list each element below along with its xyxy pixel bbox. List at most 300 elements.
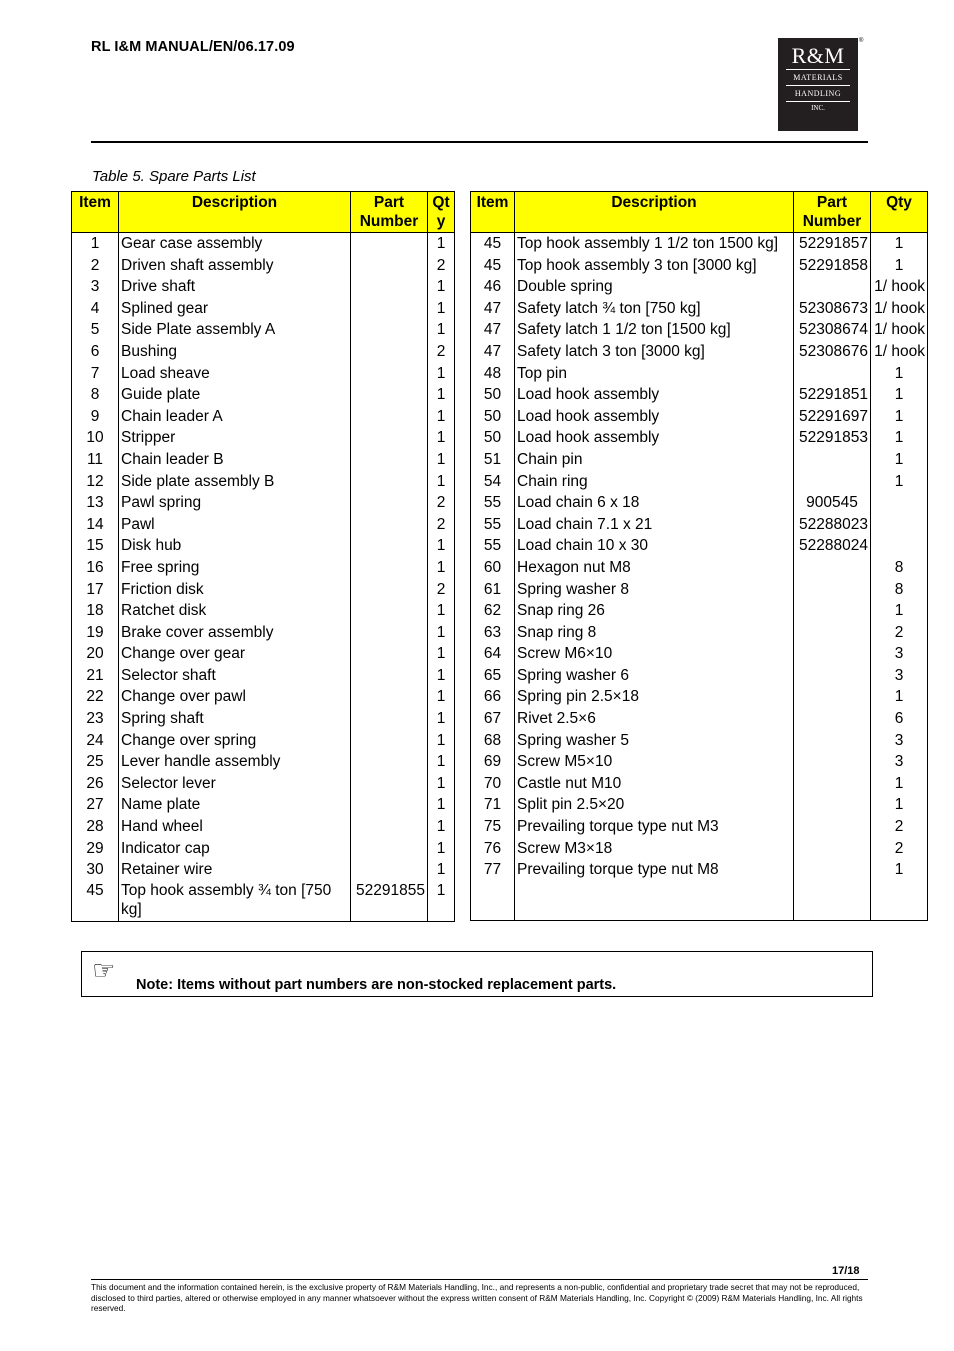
table-row xyxy=(471,363,928,385)
cell-description: Screw M5×10 xyxy=(515,751,794,773)
cell-part-number: 52288023 xyxy=(794,514,871,536)
table-row xyxy=(72,859,455,881)
logo-rule xyxy=(786,85,850,86)
cell-part-number: 52308674 xyxy=(794,319,871,341)
column-header-part-number: Part Number xyxy=(794,192,871,233)
cell-part-number xyxy=(351,600,428,622)
cell-description: Chain leader A xyxy=(119,406,351,428)
cell-description: Splined gear xyxy=(119,298,351,320)
cell-item: 69 xyxy=(471,751,515,773)
cell-qty: 1 xyxy=(428,643,455,665)
table-row xyxy=(72,514,455,536)
cell-item: 19 xyxy=(72,622,119,644)
cell-part-number xyxy=(794,859,871,881)
table-row xyxy=(72,298,455,320)
cell-part-number xyxy=(351,492,428,514)
cell-item: 10 xyxy=(72,427,119,449)
cell-description: Hand wheel xyxy=(119,816,351,838)
cell-part-number xyxy=(351,557,428,579)
cell-part-number xyxy=(794,557,871,579)
cell-qty: 1 xyxy=(871,406,928,428)
cell-item: 46 xyxy=(471,276,515,298)
filler-cell xyxy=(471,881,515,921)
cell-description: Safety latch 1 1/2 ton [1500 kg] xyxy=(515,319,794,341)
cell-qty: 1 xyxy=(428,708,455,730)
cell-item: 23 xyxy=(72,708,119,730)
cell-part-number: 52288024 xyxy=(794,535,871,557)
table-row xyxy=(471,557,928,579)
cell-description: Guide plate xyxy=(119,384,351,406)
cell-qty: 1 xyxy=(428,773,455,795)
table-row xyxy=(471,579,928,601)
table-row xyxy=(72,427,455,449)
cell-qty: 2 xyxy=(428,579,455,601)
cell-item: 8 xyxy=(72,384,119,406)
cell-qty: 1 xyxy=(871,363,928,385)
cell-part-number: 52308673 xyxy=(794,298,871,320)
cell-part-number xyxy=(351,319,428,341)
table-row xyxy=(72,276,455,298)
table-body xyxy=(72,233,455,922)
cell-description: Top hook assembly 1 1/2 ton 1500 kg] xyxy=(515,233,794,255)
table-row xyxy=(471,816,928,838)
cell-item: 45 xyxy=(72,881,119,922)
table-row xyxy=(72,816,455,838)
cell-qty: 1 xyxy=(428,686,455,708)
table-body xyxy=(471,233,928,921)
cell-part-number xyxy=(351,298,428,320)
table-row xyxy=(471,535,928,557)
registered-mark: ® xyxy=(859,38,864,44)
cell-qty: 1 xyxy=(428,794,455,816)
cell-qty: 2 xyxy=(871,838,928,860)
cell-part-number xyxy=(351,514,428,536)
cell-item: 47 xyxy=(471,341,515,363)
cell-item: 75 xyxy=(471,816,515,838)
cell-item: 48 xyxy=(471,363,515,385)
table-row xyxy=(471,276,928,298)
cell-item: 51 xyxy=(471,449,515,471)
cell-description: Retainer wire xyxy=(119,859,351,881)
column-header-item: Item xyxy=(72,192,119,233)
cell-item: 22 xyxy=(72,686,119,708)
cell-qty: 1 xyxy=(428,319,455,341)
filler-cell xyxy=(794,881,871,921)
cell-item: 67 xyxy=(471,708,515,730)
cell-qty: 3 xyxy=(871,751,928,773)
note-text: Note: Items without part numbers are non-stocked replacement parts. xyxy=(136,977,617,993)
cell-part-number xyxy=(351,859,428,881)
cell-qty: 1 xyxy=(428,471,455,493)
table-row xyxy=(72,838,455,860)
cell-description: Ratchet disk xyxy=(119,600,351,622)
cell-part-number: 52291857 xyxy=(794,233,871,255)
footer-divider xyxy=(91,1279,868,1280)
cell-description: Safety latch ¾ ton [750 kg] xyxy=(515,298,794,320)
cell-item: 45 xyxy=(471,255,515,277)
table-row xyxy=(72,708,455,730)
cell-qty: 2 xyxy=(428,255,455,277)
table-row xyxy=(471,406,928,428)
column-header-item: Item xyxy=(471,192,515,233)
table-header-row xyxy=(72,192,455,233)
table-row xyxy=(471,859,928,881)
cell-item: 9 xyxy=(72,406,119,428)
table-row xyxy=(72,449,455,471)
logo-text-rm: R&M xyxy=(791,43,845,68)
cell-description: Free spring xyxy=(119,557,351,579)
cell-description: Castle nut M10 xyxy=(515,773,794,795)
cell-qty: 1/ hook xyxy=(871,276,928,298)
cell-description: Stripper xyxy=(119,427,351,449)
cell-item: 4 xyxy=(72,298,119,320)
cell-part-number xyxy=(351,686,428,708)
table-row xyxy=(72,255,455,277)
filler-cell xyxy=(515,881,794,921)
cell-description: Change over pawl xyxy=(119,686,351,708)
cell-part-number xyxy=(351,838,428,860)
table-row xyxy=(72,319,455,341)
header-divider xyxy=(91,141,868,143)
column-header-qty: Qty xyxy=(428,192,455,233)
cell-description: Load chain 7.1 x 21 xyxy=(515,514,794,536)
cell-part-number xyxy=(794,686,871,708)
cell-item: 70 xyxy=(471,773,515,795)
cell-part-number xyxy=(351,535,428,557)
cell-part-number xyxy=(794,276,871,298)
cell-part-number xyxy=(351,471,428,493)
cell-item: 68 xyxy=(471,730,515,752)
cell-description: Rivet 2.5×6 xyxy=(515,708,794,730)
cell-qty: 1 xyxy=(428,751,455,773)
cell-description: Drive shaft xyxy=(119,276,351,298)
cell-description: Safety latch 3 ton [3000 kg] xyxy=(515,341,794,363)
cell-part-number xyxy=(794,600,871,622)
table-row xyxy=(471,233,928,255)
cell-description: Side plate assembly B xyxy=(119,471,351,493)
cell-qty: 3 xyxy=(871,730,928,752)
table-row xyxy=(72,794,455,816)
cell-qty: 1 xyxy=(428,406,455,428)
cell-item: 50 xyxy=(471,384,515,406)
cell-qty: 1/ hook xyxy=(871,319,928,341)
cell-item: 16 xyxy=(72,557,119,579)
table-row xyxy=(72,773,455,795)
logo-text-inc: INC. xyxy=(811,104,825,112)
cell-description: Load hook assembly xyxy=(515,406,794,428)
table-row xyxy=(72,471,455,493)
cell-description: Load chain 6 x 18 xyxy=(515,492,794,514)
cell-description: Bushing xyxy=(119,341,351,363)
cell-qty: 2 xyxy=(871,622,928,644)
column-header-description: Description xyxy=(119,192,351,233)
table-row xyxy=(72,557,455,579)
cell-qty: 1 xyxy=(871,773,928,795)
cell-qty: 2 xyxy=(428,341,455,363)
cell-part-number xyxy=(351,665,428,687)
cell-part-number xyxy=(794,363,871,385)
cell-item: 50 xyxy=(471,427,515,449)
cell-part-number xyxy=(351,773,428,795)
cell-item: 17 xyxy=(72,579,119,601)
cell-item: 21 xyxy=(72,665,119,687)
cell-item: 76 xyxy=(471,838,515,860)
cell-part-number xyxy=(351,255,428,277)
cell-description: Spring washer 5 xyxy=(515,730,794,752)
cell-part-number xyxy=(794,751,871,773)
cell-description: Double spring xyxy=(515,276,794,298)
cell-item: 30 xyxy=(72,859,119,881)
cell-part-number: 52291858 xyxy=(794,255,871,277)
table-filler-row xyxy=(471,881,928,921)
cell-qty: 1 xyxy=(871,686,928,708)
cell-item: 66 xyxy=(471,686,515,708)
table-row xyxy=(72,579,455,601)
cell-qty: 2 xyxy=(871,816,928,838)
cell-part-number xyxy=(794,471,871,493)
cell-part-number xyxy=(351,449,428,471)
table-row xyxy=(72,665,455,687)
table-row xyxy=(72,363,455,385)
cell-item: 55 xyxy=(471,535,515,557)
cell-qty: 1 xyxy=(428,363,455,385)
cell-item: 15 xyxy=(72,535,119,557)
cell-item: 77 xyxy=(471,859,515,881)
cell-part-number: 900545 xyxy=(794,492,871,514)
footer-legal-text: This document and the information contained herein, is the exclusive property of R&M Materials Handling, Inc., and represents a non-public, confidential and proprietary trade secret that may not be reproduced, disclosed to third parties, altered or otherwise employed in any manner whatsoever without the express written consent of R&M Materials Handling, Inc. Copyright © (2009) R&M Materials Handling, Inc. All rights reserved. xyxy=(91,1282,863,1314)
cell-part-number xyxy=(351,643,428,665)
cell-qty: 1 xyxy=(428,665,455,687)
cell-qty: 8 xyxy=(871,557,928,579)
cell-qty: 1 xyxy=(428,859,455,881)
cell-qty: 1 xyxy=(428,298,455,320)
table-row xyxy=(471,794,928,816)
cell-description: Friction disk xyxy=(119,579,351,601)
cell-qty: 1/ hook xyxy=(871,298,928,320)
cell-qty: 1 xyxy=(428,557,455,579)
cell-qty: 1 xyxy=(871,859,928,881)
table-row xyxy=(471,492,928,514)
cell-item: 27 xyxy=(72,794,119,816)
cell-qty: 1 xyxy=(428,881,455,922)
cell-description: Disk hub xyxy=(119,535,351,557)
cell-qty: 1 xyxy=(871,600,928,622)
table-row xyxy=(72,730,455,752)
cell-description: Change over spring xyxy=(119,730,351,752)
cell-description: Chain pin xyxy=(515,449,794,471)
cell-description: Hexagon nut M8 xyxy=(515,557,794,579)
table-row xyxy=(72,751,455,773)
spare-parts-table-left xyxy=(71,191,455,922)
table-row xyxy=(471,838,928,860)
table-row xyxy=(72,643,455,665)
cell-item: 5 xyxy=(72,319,119,341)
cell-qty xyxy=(871,535,928,557)
cell-part-number: 52291855 xyxy=(351,881,428,922)
table-row xyxy=(471,686,928,708)
logo-rule xyxy=(786,69,850,70)
cell-item: 14 xyxy=(72,514,119,536)
cell-part-number xyxy=(351,406,428,428)
cell-part-number xyxy=(351,816,428,838)
cell-part-number: 52308676 xyxy=(794,341,871,363)
cell-description: Chain leader B xyxy=(119,449,351,471)
table-row xyxy=(471,427,928,449)
cell-item: 64 xyxy=(471,643,515,665)
cell-description: Side Plate assembly A xyxy=(119,319,351,341)
cell-description: Load hook assembly xyxy=(515,384,794,406)
cell-description: Gear case assembly xyxy=(119,233,351,255)
cell-item: 3 xyxy=(72,276,119,298)
cell-item: 11 xyxy=(72,449,119,471)
table-row xyxy=(471,471,928,493)
cell-description: Prevailing torque type nut M3 xyxy=(515,816,794,838)
cell-part-number xyxy=(351,751,428,773)
cell-description: Load hook assembly xyxy=(515,427,794,449)
cell-item: 47 xyxy=(471,298,515,320)
cell-item: 24 xyxy=(72,730,119,752)
cell-description: Screw M3×18 xyxy=(515,838,794,860)
cell-qty: 1 xyxy=(428,838,455,860)
company-logo xyxy=(778,38,858,131)
cell-description: Prevailing torque type nut M8 xyxy=(515,859,794,881)
cell-item: 63 xyxy=(471,622,515,644)
cell-description: Driven shaft assembly xyxy=(119,255,351,277)
cell-part-number xyxy=(351,622,428,644)
logo-rule xyxy=(786,101,850,102)
table-row xyxy=(471,319,928,341)
cell-item: 62 xyxy=(471,600,515,622)
cell-description: Spring pin 2.5×18 xyxy=(515,686,794,708)
cell-part-number xyxy=(351,233,428,255)
cell-description: Snap ring 26 xyxy=(515,600,794,622)
cell-qty: 1 xyxy=(871,427,928,449)
cell-description: Spring washer 6 xyxy=(515,665,794,687)
document-title: RL I&M MANUAL/EN/06.17.09 xyxy=(91,39,295,55)
cell-item: 29 xyxy=(72,838,119,860)
cell-part-number xyxy=(794,449,871,471)
cell-qty: 1 xyxy=(871,233,928,255)
cell-description: Top hook assembly 3 ton [3000 kg] xyxy=(515,255,794,277)
cell-part-number xyxy=(351,730,428,752)
table-row xyxy=(471,751,928,773)
cell-part-number xyxy=(351,708,428,730)
column-header-qty: Qty xyxy=(871,192,928,233)
table-row xyxy=(471,255,928,277)
cell-part-number xyxy=(351,384,428,406)
cell-item: 26 xyxy=(72,773,119,795)
cell-item: 45 xyxy=(471,233,515,255)
cell-description: Top pin xyxy=(515,363,794,385)
table-row xyxy=(471,773,928,795)
table-row xyxy=(471,622,928,644)
filler-cell xyxy=(871,881,928,921)
cell-qty: 1 xyxy=(871,255,928,277)
table-row xyxy=(72,881,455,922)
cell-qty: 1 xyxy=(428,622,455,644)
table-row xyxy=(72,406,455,428)
cell-item: 71 xyxy=(471,794,515,816)
cell-part-number xyxy=(351,794,428,816)
cell-item: 12 xyxy=(72,471,119,493)
table-row xyxy=(72,384,455,406)
cell-description: Chain ring xyxy=(515,471,794,493)
spare-parts-table-right xyxy=(470,191,928,921)
cell-qty: 1 xyxy=(871,471,928,493)
table-row xyxy=(72,535,455,557)
cell-part-number: 52291851 xyxy=(794,384,871,406)
cell-part-number: 52291853 xyxy=(794,427,871,449)
cell-item: 65 xyxy=(471,665,515,687)
page-number: 17/18 xyxy=(832,1265,860,1277)
cell-part-number xyxy=(794,708,871,730)
cell-description: Top hook assembly ¾ ton [750 kg] xyxy=(119,881,351,922)
cell-description: Pawl spring xyxy=(119,492,351,514)
table-row xyxy=(471,643,928,665)
cell-item: 55 xyxy=(471,514,515,536)
cell-qty: 2 xyxy=(428,514,455,536)
cell-item: 6 xyxy=(72,341,119,363)
cell-item: 55 xyxy=(471,492,515,514)
cell-part-number xyxy=(351,276,428,298)
cell-description: Spring washer 8 xyxy=(515,579,794,601)
cell-qty: 2 xyxy=(428,492,455,514)
cell-qty: 1 xyxy=(428,427,455,449)
cell-qty: 1 xyxy=(428,233,455,255)
cell-description: Pawl xyxy=(119,514,351,536)
logo-text-materials: MATERIALS xyxy=(793,73,843,82)
table-row xyxy=(471,665,928,687)
table-caption: Table 5. Spare Parts List xyxy=(92,168,256,185)
cell-description: Spring shaft xyxy=(119,708,351,730)
cell-description: Snap ring 8 xyxy=(515,622,794,644)
cell-qty: 1 xyxy=(428,730,455,752)
table-row xyxy=(72,686,455,708)
cell-part-number xyxy=(351,579,428,601)
cell-part-number xyxy=(794,730,871,752)
cell-item: 25 xyxy=(72,751,119,773)
cell-part-number xyxy=(794,773,871,795)
column-header-part-number: Part Number xyxy=(351,192,428,233)
cell-qty xyxy=(871,492,928,514)
cell-part-number xyxy=(794,794,871,816)
table-row xyxy=(471,514,928,536)
cell-part-number xyxy=(794,665,871,687)
table-row xyxy=(72,622,455,644)
cell-part-number: 52291697 xyxy=(794,406,871,428)
cell-qty: 1 xyxy=(871,794,928,816)
cell-description: Screw M6×10 xyxy=(515,643,794,665)
cell-item: 50 xyxy=(471,406,515,428)
cell-qty: 1 xyxy=(428,276,455,298)
cell-item: 20 xyxy=(72,643,119,665)
cell-description: Load chain 10 x 30 xyxy=(515,535,794,557)
pointing-hand-icon: ☞ xyxy=(92,955,116,985)
cell-description: Brake cover assembly xyxy=(119,622,351,644)
cell-item: 2 xyxy=(72,255,119,277)
cell-qty: 1 xyxy=(428,600,455,622)
table-row xyxy=(72,492,455,514)
cell-qty: 1 xyxy=(428,535,455,557)
cell-item: 54 xyxy=(471,471,515,493)
cell-qty: 1/ hook xyxy=(871,341,928,363)
cell-qty: 1 xyxy=(428,449,455,471)
cell-item: 61 xyxy=(471,579,515,601)
cell-item: 18 xyxy=(72,600,119,622)
cell-item: 28 xyxy=(72,816,119,838)
cell-description: Indicator cap xyxy=(119,838,351,860)
cell-part-number xyxy=(351,427,428,449)
